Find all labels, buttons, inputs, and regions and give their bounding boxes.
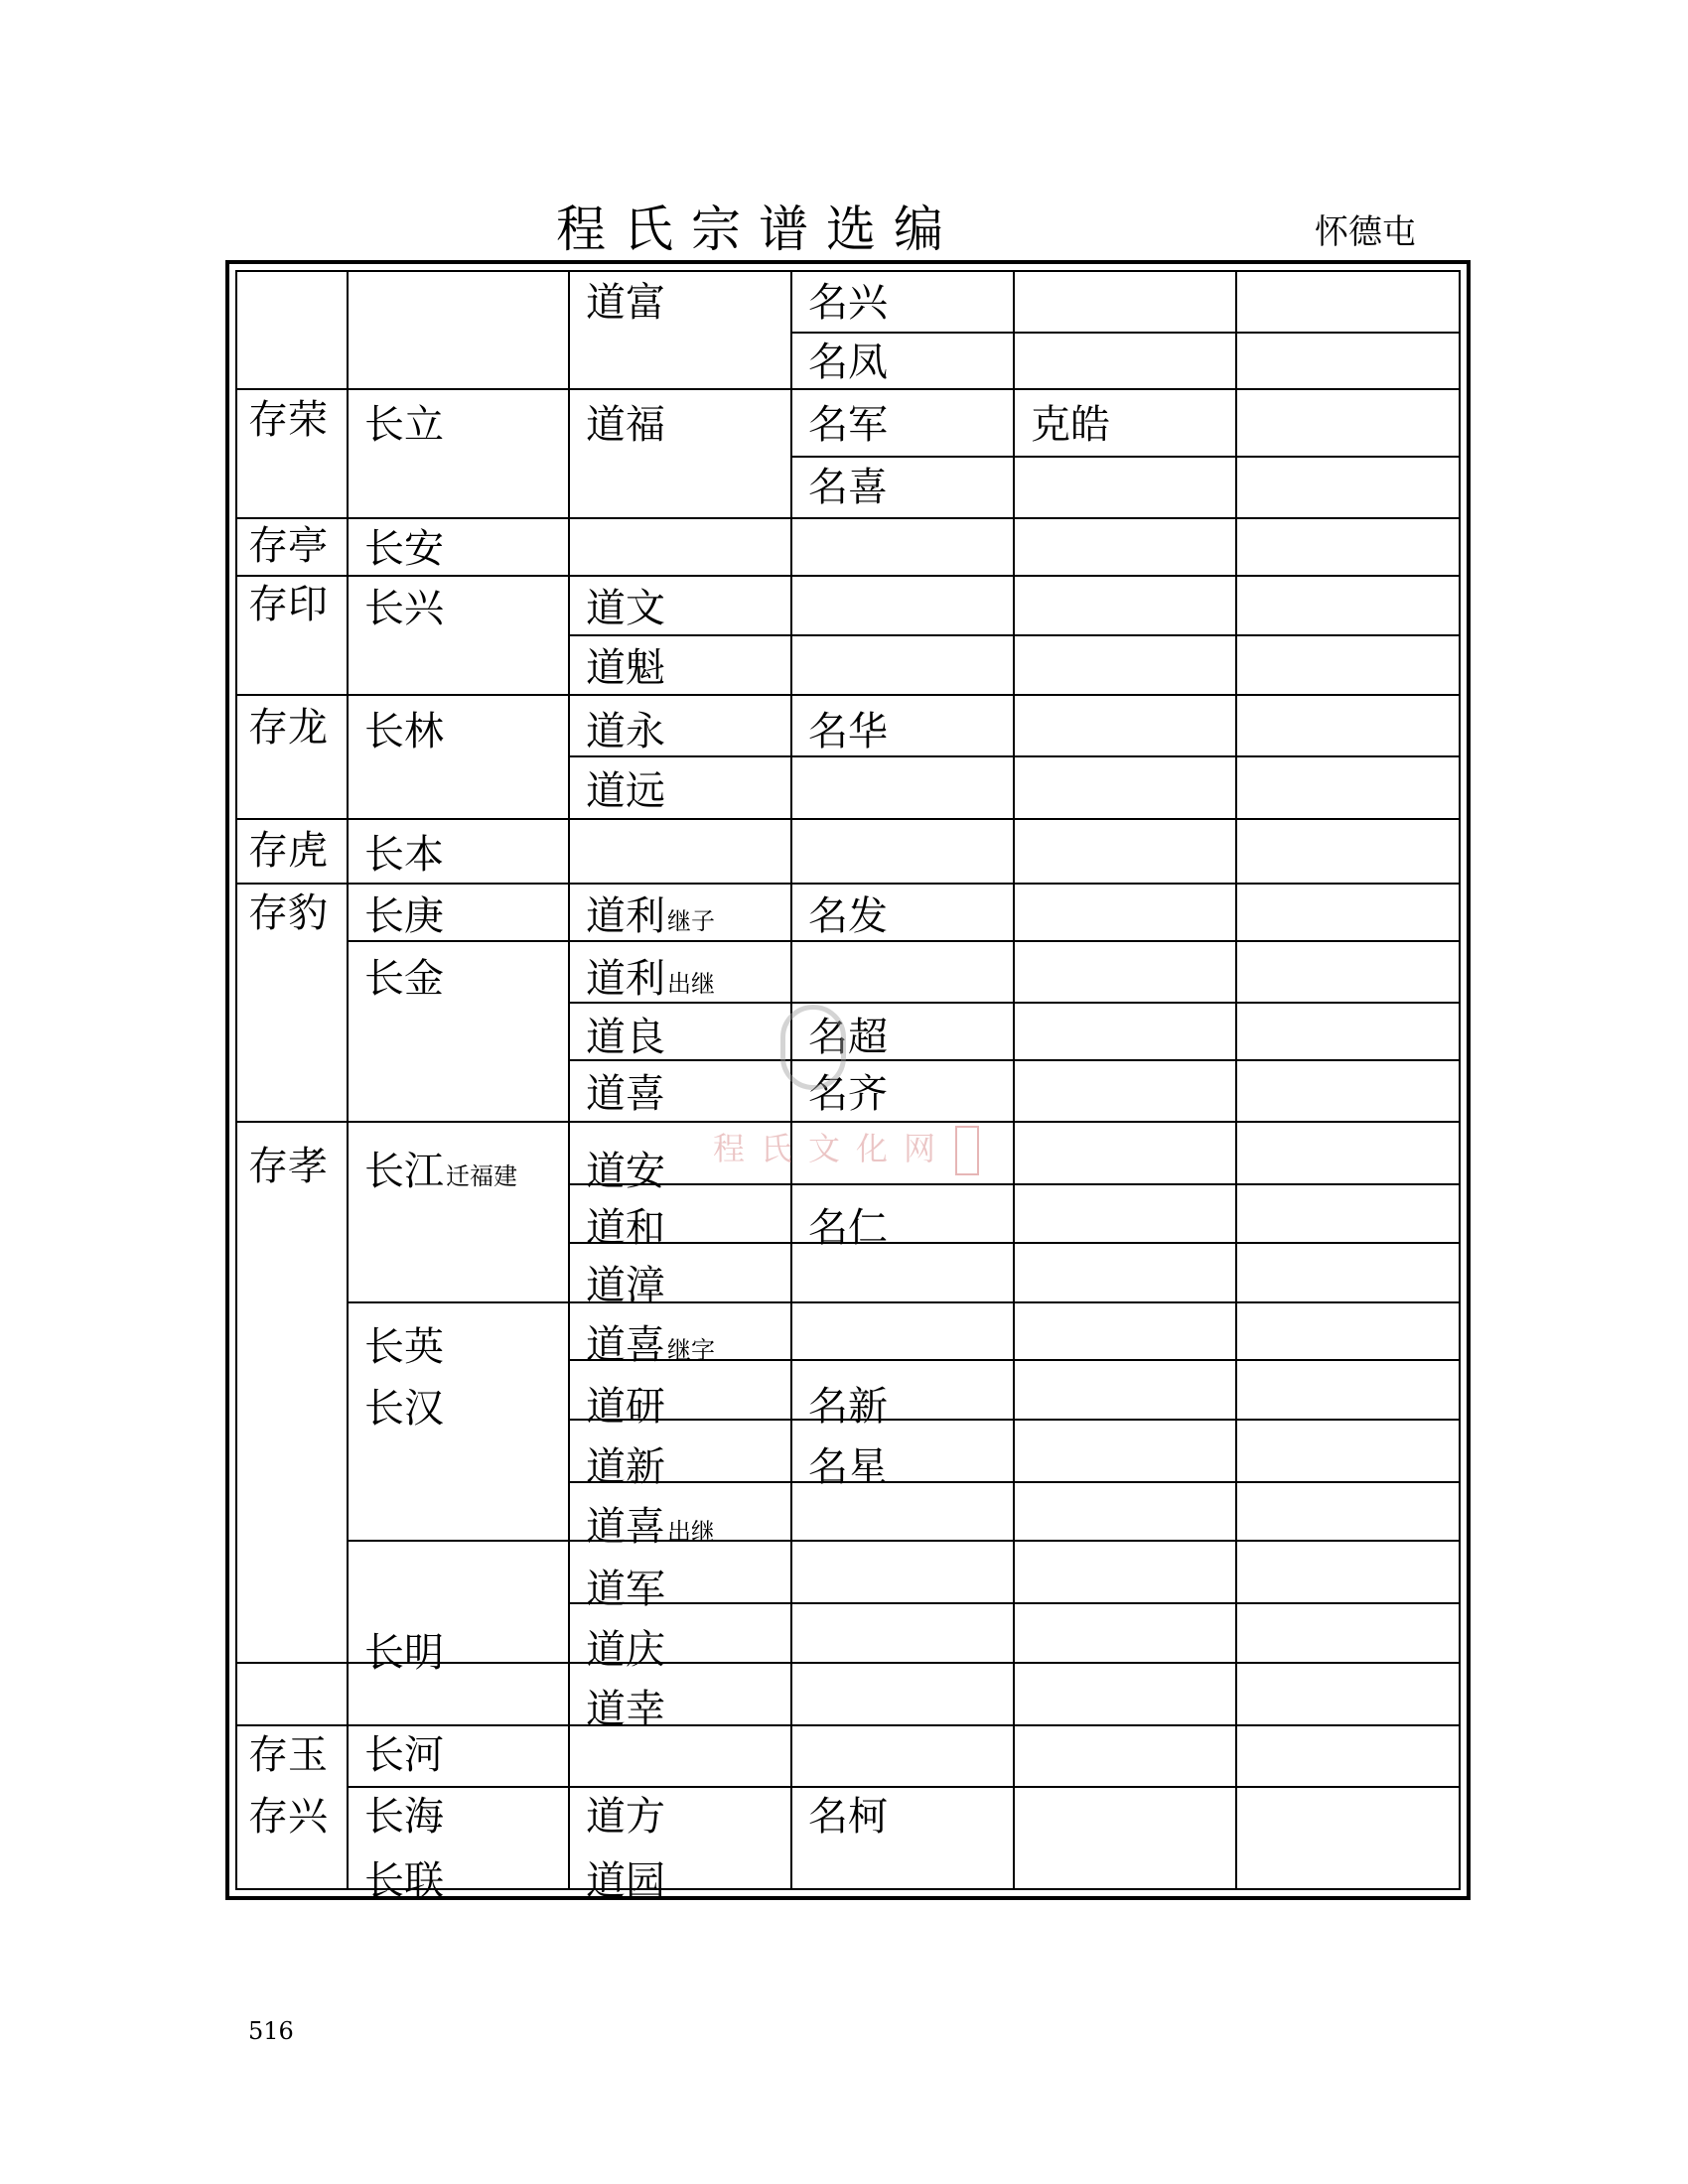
person-note: 继子 (667, 907, 715, 935)
column-divider (1013, 270, 1015, 1890)
row-divider (235, 883, 1459, 885)
location-label: 怀德屯 (1315, 212, 1416, 252)
gen3-cell (586, 1502, 715, 1557)
gen1-cell: 存印 (248, 582, 328, 627)
seal-watermark (780, 1005, 846, 1090)
gen4-cell: 名星 (808, 1444, 888, 1490)
person-name: 道新 (586, 1444, 665, 1490)
person-name: 道漳 (586, 1263, 665, 1308)
gen3-cell (586, 1625, 665, 1675)
person-name: 长江 (364, 1149, 444, 1194)
gen2-cell (364, 954, 444, 1004)
gen2-cell (364, 1792, 444, 1842)
gen2-cell (364, 524, 444, 574)
gen3-cell (586, 1382, 665, 1432)
row-divider (235, 388, 1459, 390)
person-name: 长本 (364, 832, 444, 878)
person-name: 道幸 (586, 1687, 665, 1732)
gen4-cell: 名仁 (808, 1205, 888, 1251)
column-divider (568, 270, 570, 1890)
gen2-cell (364, 1856, 444, 1906)
gen3-cell (586, 1261, 665, 1310)
page-title: 程氏宗谱选编 (556, 201, 961, 258)
row-divider (348, 940, 1459, 942)
row-divider (791, 332, 1459, 334)
person-note: 继字 (667, 1336, 715, 1364)
gen1-cell: 存豹 (248, 890, 328, 936)
person-name: 道研 (586, 1384, 665, 1430)
gen3-cell (586, 1792, 665, 1842)
gen1-cell: 存亭 (248, 523, 328, 569)
gen3-cell (586, 643, 665, 693)
person-note: 出继 (667, 1518, 715, 1546)
person-name: 道方 (586, 1794, 665, 1840)
row-divider (348, 1540, 1459, 1542)
gen2-cell (364, 1730, 444, 1780)
person-name: 长庚 (364, 893, 444, 939)
gen3-cell (586, 707, 665, 756)
person-name: 道安 (586, 1149, 665, 1194)
gen3-cell (586, 1565, 665, 1614)
gen3-cell (586, 1856, 665, 1906)
gen1-cell: 存孝 (248, 1144, 328, 1189)
person-name: 道良 (586, 1015, 665, 1060)
person-name: 长河 (364, 1732, 444, 1778)
person-name: 长明 (364, 1630, 444, 1676)
row-divider (235, 694, 1459, 696)
gen4-cell: 名喜 (808, 465, 888, 510)
gen4-cell: 名超 (808, 1015, 888, 1060)
gen3-cell (586, 1442, 665, 1492)
person-name: 道和 (586, 1205, 665, 1251)
gen4-cell: 名兴 (808, 280, 888, 326)
gen3-cell (586, 1685, 665, 1734)
gen3-cell (586, 1013, 665, 1062)
gen3-cell (586, 1147, 665, 1196)
person-name: 长林 (364, 709, 444, 754)
person-name: 道远 (586, 768, 665, 814)
person-name: 长兴 (364, 586, 444, 631)
gen4-cell: 名新 (808, 1384, 888, 1430)
gen4-cell: 名凤 (808, 340, 888, 385)
gen4-cell: 名华 (808, 709, 888, 754)
row-divider (235, 818, 1459, 820)
gen1-cell: 存荣 (248, 397, 328, 443)
gen2-cell (364, 707, 444, 756)
gen1-cell: 存虎 (248, 828, 328, 874)
gen2-cell (364, 1147, 517, 1201)
person-name: 长金 (364, 956, 444, 1002)
gen4-cell: 名齐 (808, 1071, 888, 1117)
person-name: 道福 (586, 402, 665, 448)
column-divider (1235, 270, 1237, 1890)
person-name: 长海 (364, 1794, 444, 1840)
person-name: 道利 (586, 893, 665, 939)
person-name: 道文 (586, 586, 665, 631)
person-name: 道庆 (586, 1627, 665, 1673)
watermark-stamp (955, 1126, 979, 1175)
gen2-cell (364, 400, 444, 450)
gen1-cell: 存龙 (248, 705, 328, 751)
gen1-cell: 存玉 (248, 1732, 328, 1778)
person-name: 道富 (586, 280, 665, 326)
gen1-cell: 存兴 (248, 1794, 328, 1840)
row-divider (235, 1121, 1459, 1123)
person-name: 道喜 (586, 1071, 665, 1117)
person-note: 迁福建 (446, 1162, 517, 1190)
person-name: 长联 (364, 1858, 444, 1904)
gen2-cell (364, 830, 444, 880)
gen4-cell: 名柯 (808, 1794, 888, 1840)
row-divider (348, 1301, 1459, 1303)
site-watermark: 程氏文化网 (713, 1130, 952, 1167)
gen3-cell (586, 1203, 665, 1253)
column-divider (347, 270, 349, 1890)
page-number: 516 (248, 2017, 294, 2045)
row-divider (235, 575, 1459, 577)
person-name: 道永 (586, 709, 665, 754)
person-name: 道园 (586, 1858, 665, 1904)
person-name: 道军 (586, 1567, 665, 1612)
person-name: 长英 (364, 1324, 444, 1370)
person-name: 道喜 (586, 1322, 665, 1368)
gen3-cell (586, 891, 715, 946)
person-name: 长汉 (364, 1386, 444, 1432)
gen3-cell (586, 278, 665, 328)
person-name: 道魁 (586, 645, 665, 691)
person-name: 道利 (586, 956, 665, 1002)
gen4-cell: 名军 (808, 402, 888, 448)
row-divider (235, 1724, 1459, 1726)
person-name: 长立 (364, 402, 444, 448)
gen3-cell (586, 584, 665, 633)
row-divider (235, 517, 1459, 519)
person-name: 道喜 (586, 1504, 665, 1550)
gen3-cell (586, 1069, 665, 1119)
gen2-cell (364, 891, 444, 941)
gen3-cell (586, 766, 665, 816)
gen3-cell (586, 954, 715, 1009)
gen2-cell (364, 584, 444, 633)
row-divider (348, 1786, 1459, 1788)
person-note: 出继 (667, 970, 715, 998)
person-name: 长安 (364, 526, 444, 572)
gen2-cell (364, 1384, 444, 1433)
gen2-cell (364, 1322, 444, 1372)
gen4-cell: 名发 (808, 893, 888, 939)
row-divider (791, 456, 1459, 458)
gen2-cell (364, 1628, 444, 1678)
gen5-cell: 克皓 (1031, 402, 1110, 448)
gen3-cell (586, 400, 665, 450)
gen3-cell (586, 1320, 715, 1375)
